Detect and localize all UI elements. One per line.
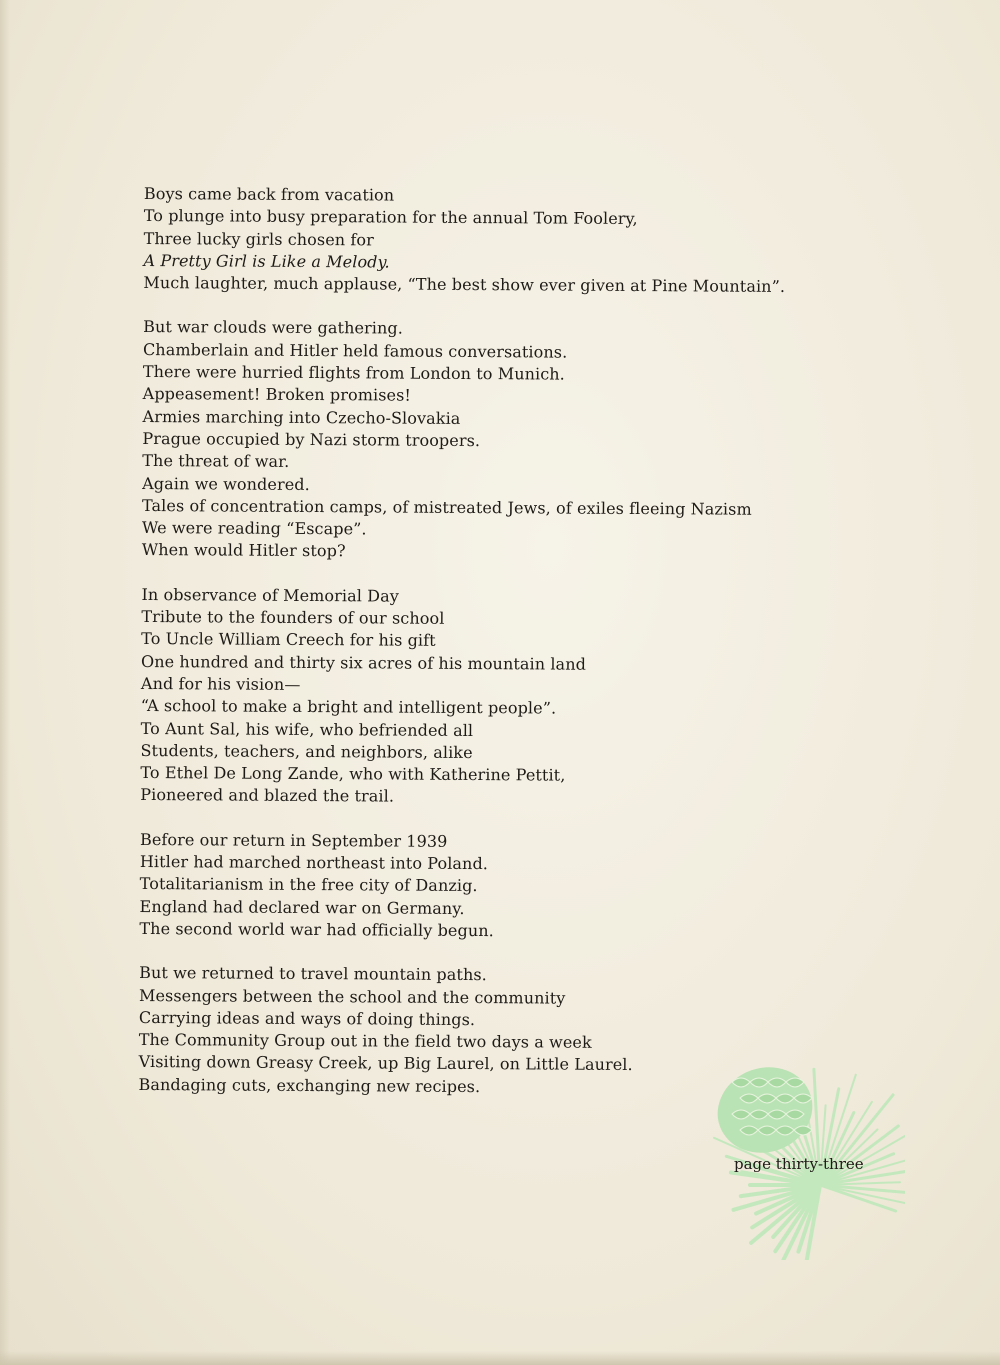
poem-line: We were reading “Escape”. — [141, 518, 367, 539]
poem-line: Students, teachers, and neighbors, alike — [140, 740, 473, 762]
poem-line: Again we wondered. — [142, 473, 310, 494]
poem-line: England had declared war on Germany. — [139, 896, 465, 918]
poem-line: And for his vision— — [140, 673, 301, 694]
poem-line: But war clouds were gathering. — [143, 317, 404, 339]
poem-line: But we returned to travel mountain paths. — [139, 963, 487, 985]
stanza — [143, 183, 844, 299]
poem-line: To Ethel De Long Zande, who with Katherine Pettit, — [140, 763, 566, 785]
poem-line: Before our return in September 1939 — [139, 829, 448, 851]
stanza — [142, 316, 843, 566]
poem-line: When would Hitler stop? — [141, 540, 346, 561]
stanza — [139, 829, 840, 945]
stanza — [140, 584, 841, 811]
poem-line: The threat of war. — [142, 451, 290, 472]
poem-line: The Community Group out in the field two days a week — [138, 1030, 592, 1052]
poem-line: Much laughter, much applause, “The best show ever given at Pine Mountain”. — [143, 273, 786, 297]
poem-line: Hitler had marched northeast into Poland. — [139, 852, 489, 874]
poem-line: The second world war had officially begun. — [139, 918, 494, 941]
pine-cone-icon — [670, 1020, 905, 1260]
poem-line: Chamberlain and Hitler held famous conversations. — [142, 339, 568, 362]
poem-line: A Pretty Girl is Like a Melody. — [143, 250, 390, 272]
poem-text — [138, 183, 844, 1122]
poem-line: Visiting down Greasy Creek, up Big Laurel, on Little Laurel. — [138, 1052, 633, 1075]
poem-line: Carrying ideas and ways of doing things. — [138, 1007, 476, 1029]
poem-line: Appeasement! Broken promises! — [142, 384, 412, 406]
poem-line: Boys came back from vacation — [143, 183, 395, 205]
poem-line: Totalitarianism in the free city of Danzig. — [139, 874, 478, 896]
poem-line: To Uncle William Creech for his gift — [141, 629, 436, 651]
poem-line: There were hurried flights from London to Munich. — [142, 362, 565, 384]
poem-line: Three lucky girls chosen for — [143, 228, 374, 249]
poem-line: Armies marching into Czecho-Slovakia — [142, 406, 461, 428]
poem-line: To plunge into busy preparation for the annual Tom Foolery, — [143, 206, 638, 229]
poem-line: Prague occupied by Nazi storm troopers. — [142, 428, 481, 451]
page-number: page thirty-three — [734, 1155, 864, 1173]
poem-line: Tribute to the founders of our school — [141, 607, 445, 628]
poem-line: Messengers between the school and the community — [138, 985, 566, 1008]
poem-line: Pioneered and blazed the trail. — [140, 785, 395, 806]
poem-line: To Aunt Sal, his wife, who befriended all — [140, 718, 474, 740]
poem-line: “A school to make a bright and intelligent people”. — [140, 696, 557, 718]
binding-edge — [0, 0, 10, 1365]
pine-cone-body — [706, 1054, 825, 1166]
poem-line: Bandaging cuts, exchanging new recipes. — [138, 1074, 481, 1096]
poem-line: One hundred and thirty six acres of his mountain land — [141, 651, 587, 674]
poem-line: In observance of Memorial Day — [141, 584, 399, 606]
bottom-edge — [0, 1351, 1000, 1365]
poem-line: Tales of concentration camps, of mistreated Jews, of exiles fleeing Nazism — [141, 495, 752, 519]
